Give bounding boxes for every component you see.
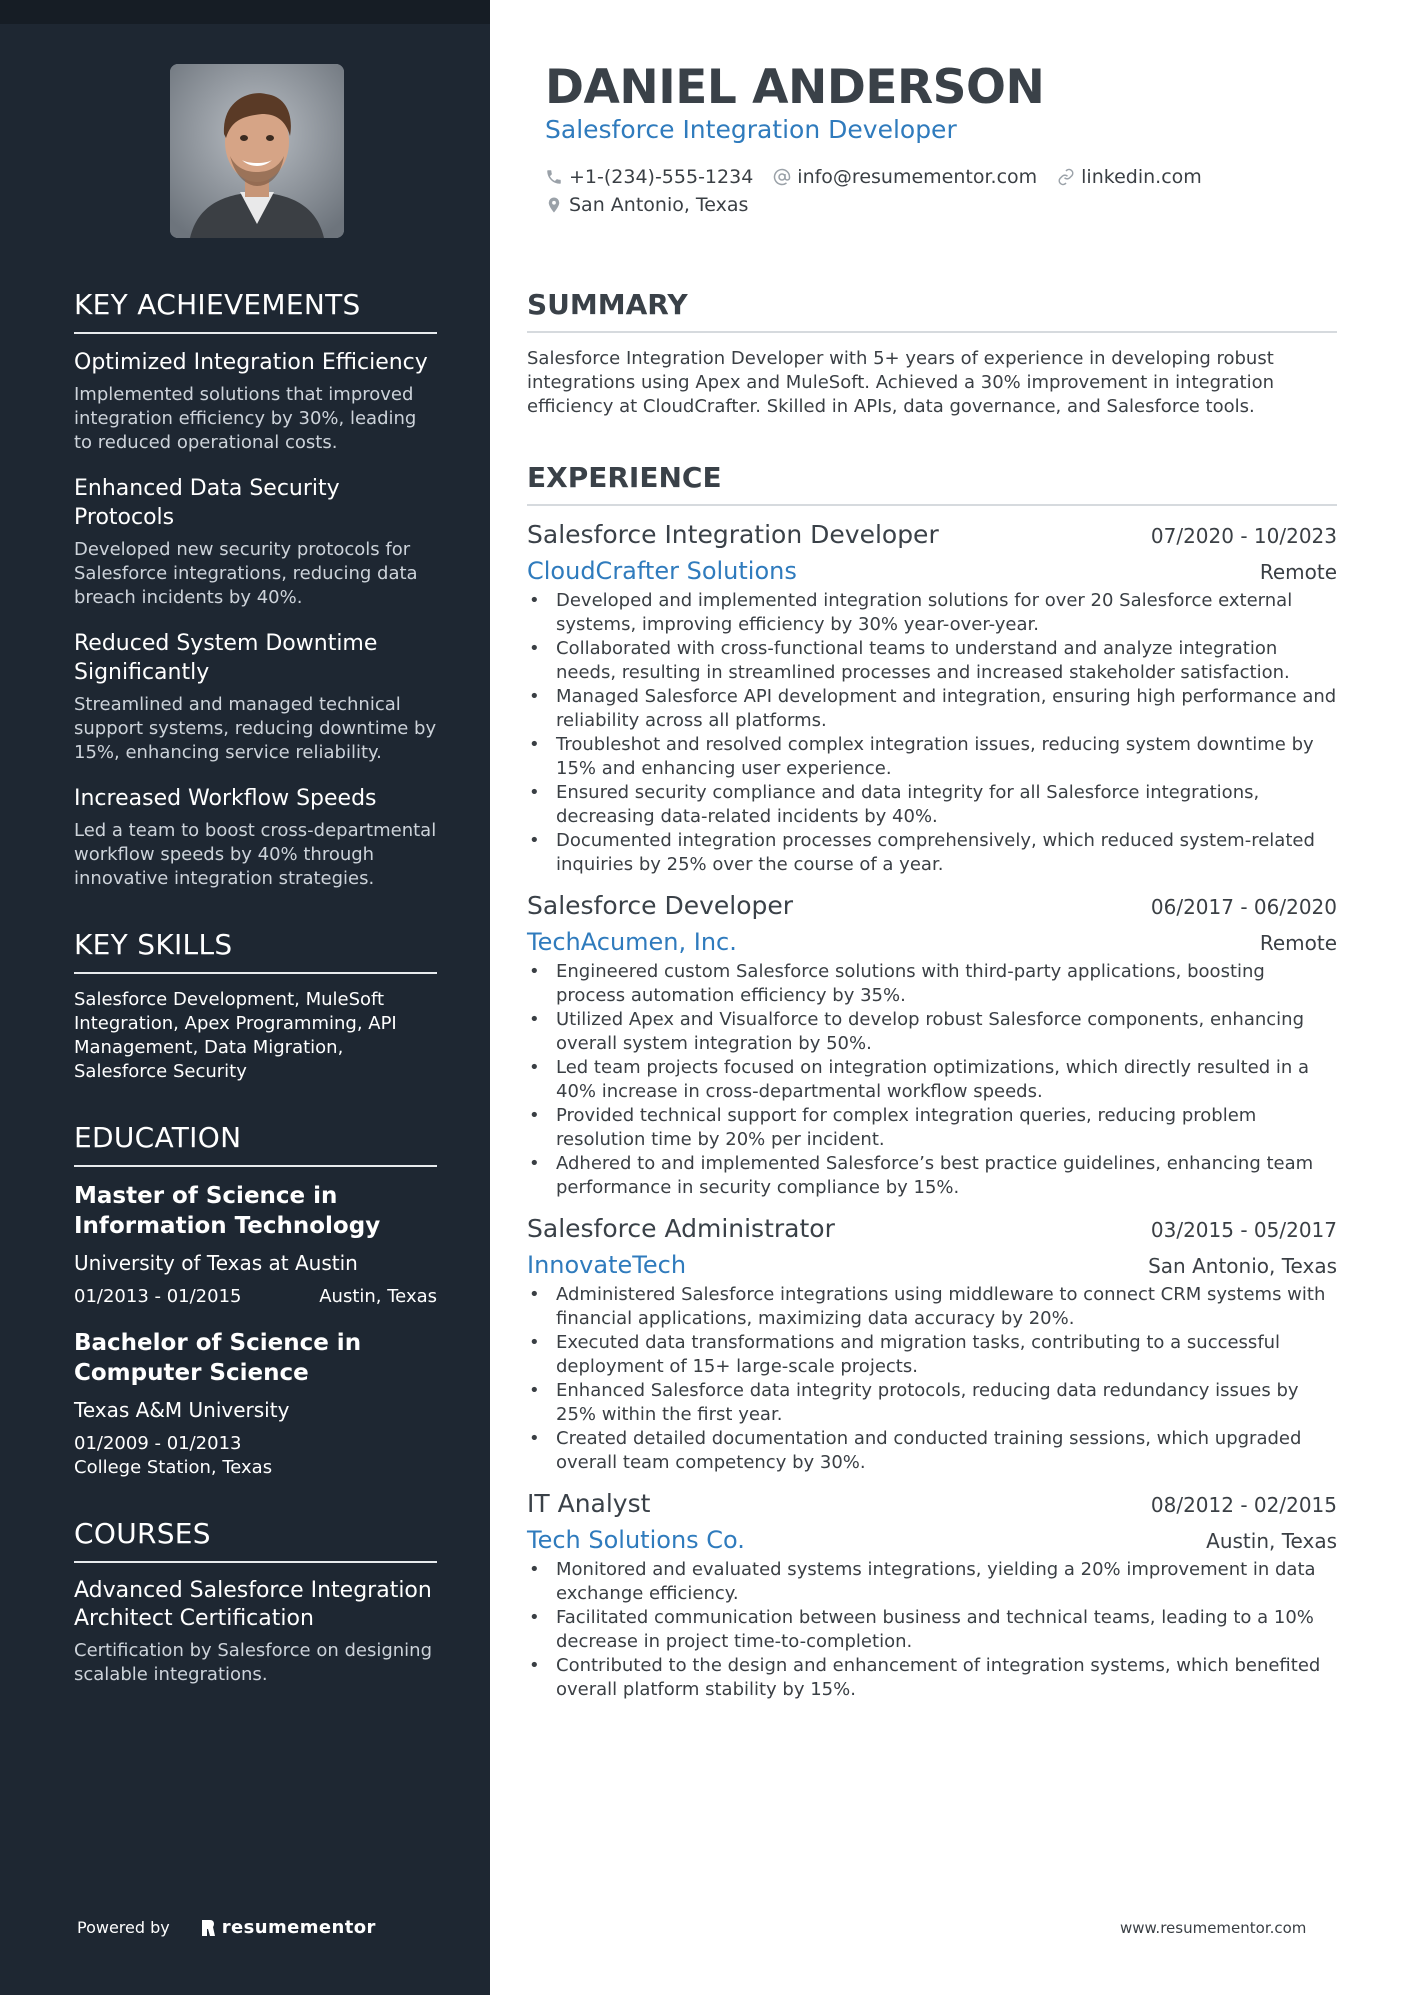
education-item [74,1181,437,1309]
achievement-description: Developed new security protocols for Salesforce integrations, reducing data breach incidents by 40%. [74,539,418,608]
job-location: San Antonio, Texas [1148,1254,1337,1278]
job-company: InnovateTech [527,1251,687,1279]
education-section [74,1121,437,1480]
job-location: Austin, Texas [1206,1529,1337,1553]
job-header [527,891,1337,920]
job-title: Salesforce Administrator [527,1214,835,1243]
brand-name: resumementor [221,1917,376,1938]
achievement-title: Increased Workflow Speeds [74,786,377,811]
key-skills-section [74,928,437,1084]
achievement-item [74,784,437,891]
key-skills-heading: KEY SKILLS [74,928,437,974]
education-dates: 01/2009 - 01/2013 [74,1433,242,1454]
job-header [527,520,1337,549]
job-company: CloudCrafter Solutions [527,557,797,585]
job-company: TechAcumen, Inc. [527,928,737,956]
job-entry [527,1489,1337,1702]
job-bullet: • Ensured security compliance and data integrity for all Salesforce integrations, decreasing data-related incidents by 40%. [527,781,1337,829]
job-dates: 03/2015 - 05/2017 [1150,1218,1337,1242]
job-entry [527,891,1337,1200]
job-entry [527,1214,1337,1475]
powered-by [77,1917,376,1938]
course-item [74,1577,437,1687]
job-bullet: • Documented integration processes comprehensively, which reduced system-related inquiries by 25% over the course of a year. [527,829,1337,877]
candidate-role: Salesforce Integration Developer [545,115,957,144]
contact-row [545,191,1335,219]
contact-info [545,163,1335,219]
contact-row [545,163,1335,191]
skills-list: Salesforce Development, MuleSoft Integration, Apex Programming, API Management, Data Migration, Salesforce Security [74,989,397,1082]
job-subheader [527,1251,1337,1279]
job-dates: 08/2012 - 02/2015 [1150,1493,1337,1517]
job-subheader [527,1526,1337,1554]
job-bullet: • Enhanced Salesforce data integrity protocols, reducing data redundancy issues by 25% within the first year. [527,1379,1337,1427]
phone-icon [545,168,563,186]
job-bullet: • Facilitated communication between business and technical teams, leading to a 10% decrease in project time-to-completion. [527,1606,1337,1654]
achievement-description: Streamlined and managed technical support systems, reducing downtime by 15%, enhancing service reliability. [74,694,437,763]
education-degree: Bachelor of Science in Computer Science [74,1330,362,1386]
powered-by-label: Powered by [77,1918,170,1937]
resumementor-logo-icon [200,1918,216,1938]
job-title: Salesforce Developer [527,891,794,920]
location-text: San Antonio, Texas [569,194,749,216]
job-bullet: • Provided technical support for complex integration queries, reducing problem resolution time by 20% per incident. [527,1104,1337,1152]
job-bullet: • Administered Salesforce integrations using middleware to connect CRM systems with financial applications, maximizing data accuracy by 20%. [527,1283,1337,1331]
linkedin-text: linkedin.com [1081,166,1202,188]
achievement-title: Optimized Integration Efficiency [74,350,428,375]
job-location: Remote [1259,560,1337,584]
sidebar-content [74,288,437,1724]
key-achievements-section [74,288,437,891]
job-bullet: • Led team projects focused on integration optimizations, which directly resulted in a 40% increase in cross-departmental workflow speeds. [527,1056,1337,1104]
job-bullet: • Adhered to and implemented Salesforce’s best practice guidelines, enhancing team performance in security compliance by 15%. [527,1152,1337,1200]
education-degree: Master of Science in Information Technology [74,1183,381,1239]
job-dates: 07/2020 - 10/2023 [1150,524,1337,548]
education-item [74,1328,437,1480]
experience-heading: EXPERIENCE [527,461,1337,506]
job-entry [527,520,1337,877]
job-subheader [527,557,1337,585]
job-bullets [527,1283,1337,1475]
contact-email[interactable] [773,163,1037,191]
contact-phone[interactable] [545,163,753,191]
job-bullet: • Collaborated with cross-functional teams to understand and analyze integration needs, resulting in streamlined processes and increased stakeholder satisfaction. [527,637,1337,685]
summary-text: Salesforce Integration Developer with 5+ years of experience in developing robust integrations using Apex and MuleSoft. Achieved a 30% improvement in integration efficiency at CloudCrafter. Skilled in APIs, data governance, and Salesforce tools. [527,348,1274,417]
education-school: Texas A&M University [74,1398,290,1422]
achievement-item [74,474,437,610]
courses-heading: COURSES [74,1517,437,1563]
job-company: Tech Solutions Co. [527,1526,745,1554]
job-header [527,1214,1337,1243]
job-header [527,1489,1337,1518]
phone-text: +1-(234)-555-1234 [569,166,754,188]
job-bullet: • Troubleshot and resolved complex integration issues, reducing system downtime by 15% and enhancing user experience. [527,733,1337,781]
experience-section [527,461,1337,1716]
job-bullets [527,960,1337,1200]
achievement-item [74,629,437,765]
course-description: Certification by Salesforce on designing scalable integrations. [74,1640,433,1685]
job-bullet: • Contributed to the design and enhancement of integration systems, which benefited overall platform stability by 15%. [527,1654,1337,1702]
job-bullet: • Engineered custom Salesforce solutions with third-party applications, boosting process automation efficiency by 35%. [527,960,1337,1008]
achievement-title: Reduced System Downtime Significantly [74,631,378,685]
education-heading: EDUCATION [74,1121,437,1167]
education-location: Austin, Texas [319,1286,437,1307]
achievement-item [74,348,437,455]
education-school: University of Texas at Austin [74,1251,358,1275]
sidebar [0,0,490,1995]
job-location: Remote [1259,931,1337,955]
job-bullet: • Created detailed documentation and conducted training sessions, which upgraded overall team competency by 30%. [527,1427,1337,1475]
job-subheader [527,928,1337,956]
key-achievements-heading: KEY ACHIEVEMENTS [74,288,437,334]
at-sign-icon [773,168,791,186]
achievement-description: Implemented solutions that improved integration efficiency by 30%, leading to reduced operational costs. [74,384,417,453]
job-title: Salesforce Integration Developer [527,520,939,549]
education-meta [74,1285,437,1309]
education-location: College Station, Texas [74,1457,273,1478]
courses-section [74,1517,437,1687]
email-text: info@resumementor.com [797,166,1038,188]
achievement-description: Led a team to boost cross-departmental workflow speeds by 40% through innovative integration strategies. [74,820,437,889]
education-meta [74,1432,437,1480]
job-bullets [527,1558,1337,1702]
job-bullet: • Managed Salesforce API development and integration, ensuring high performance and reliability across all platforms. [527,685,1337,733]
job-bullets [527,589,1337,877]
location-pin-icon [545,196,563,214]
education-dates: 01/2013 - 01/2015 [74,1286,242,1307]
sidebar-top-band [0,0,490,24]
profile-photo [170,64,344,238]
job-bullet: • Monitored and evaluated systems integrations, yielding a 20% improvement in data exchange efficiency. [527,1558,1337,1606]
link-icon [1057,168,1075,186]
job-bullet: • Executed data transformations and migration tasks, contributing to a successful deployment of 15+ large-scale projects. [527,1331,1337,1379]
website-link[interactable]: www.resumementor.com [1120,1919,1307,1937]
course-title: Advanced Salesforce Integration Architect Certification [74,1578,432,1631]
brand-logo[interactable] [200,1917,376,1938]
contact-location [545,191,748,219]
job-bullet: • Developed and implemented integration solutions for over 20 Salesforce external systems, improving efficiency by 30% year-over-year. [527,589,1337,637]
contact-linkedin[interactable] [1057,163,1202,191]
summary-heading: SUMMARY [527,288,1337,333]
job-title: IT Analyst [527,1489,651,1518]
achievement-title: Enhanced Data Security Protocols [74,476,340,530]
summary-section [527,288,1337,419]
job-dates: 06/2017 - 06/2020 [1150,895,1337,919]
job-bullet: • Utilized Apex and Visualforce to develop robust Salesforce components, enhancing overall system integration by 50%. [527,1008,1337,1056]
candidate-name: DANIEL ANDERSON [545,60,1045,115]
profile-photo-illustration [170,64,344,238]
